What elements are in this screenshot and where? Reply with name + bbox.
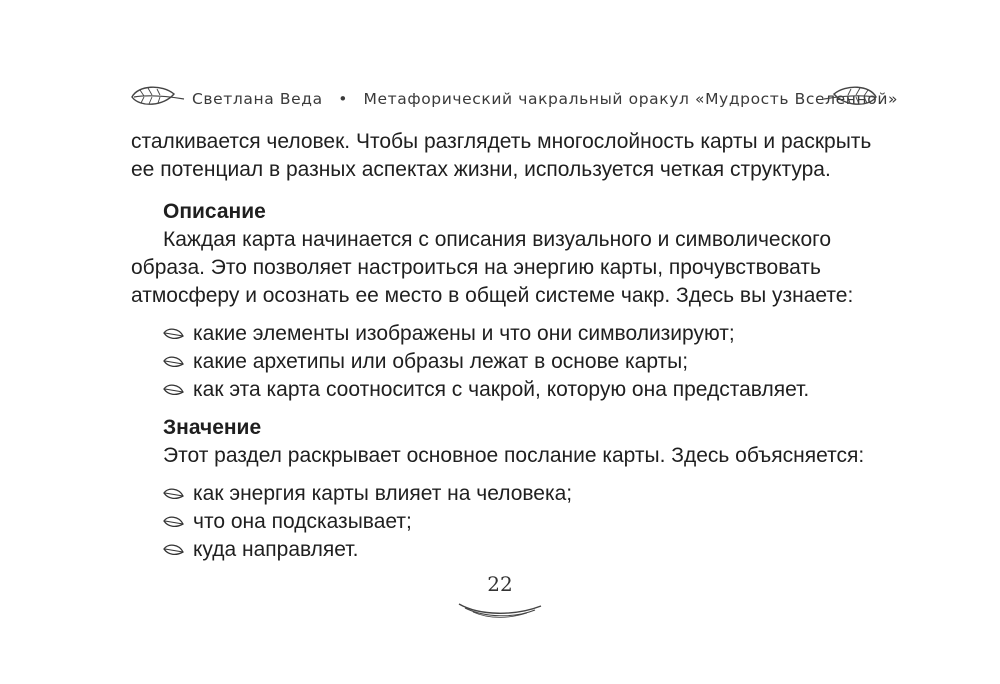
- list-item: как энергия карты влияет на человека;: [163, 480, 876, 508]
- list-item: какие элементы изображены и что они символизируют;: [163, 320, 876, 348]
- intro-paragraph: сталкивается человек. Чтобы разглядеть многослойность карты и раскрыть ее потенциал в разных аспектах жизни, используется четкая структура.: [131, 130, 872, 181]
- leaf-bullet-icon: [163, 487, 185, 501]
- swoosh-ornament-icon: [455, 598, 545, 620]
- running-header: [128, 76, 899, 122]
- leaf-bullet-icon: [163, 383, 185, 397]
- leaf-bullet-icon: [163, 543, 185, 557]
- description-paragraph: Каждая карта начинается с описания визуального и символического образа. Это позволяет настроиться на энергию карты, прочувствовать атмосферу и осознать ее место в общей системе чакр. Здесь вы узнаете:: [131, 228, 854, 307]
- page-content: [131, 128, 876, 574]
- section-heading-meaning: Значение: [163, 416, 262, 439]
- section-heading-description: Описание: [163, 200, 266, 223]
- page-number: 22: [487, 572, 513, 596]
- header-text: [192, 90, 899, 108]
- header-separator: •: [338, 90, 348, 108]
- list-item: куда направляет.: [163, 536, 876, 564]
- leaf-bullet-icon: [163, 355, 185, 369]
- header-author: Светлана Веда: [192, 90, 323, 108]
- leaf-bullet-icon: [163, 327, 185, 341]
- page-footer: [445, 572, 555, 620]
- leaf-bullet-icon: [163, 515, 185, 529]
- description-list: [131, 320, 876, 404]
- meaning-list: [131, 480, 876, 564]
- list-item: что она подсказывает;: [163, 508, 876, 536]
- header-book-title: Метафорический чакральный оракул «Мудрость Вселенной»: [363, 90, 899, 108]
- meaning-paragraph: Этот раздел раскрывает основное послание карты. Здесь объясняется:: [163, 444, 865, 467]
- list-item: как эта карта соотносится с чакрой, которую она представляет.: [163, 376, 876, 404]
- leaf-ornament-right-icon: [820, 82, 880, 112]
- list-item: какие архетипы или образы лежат в основе карты;: [163, 348, 876, 376]
- leaf-ornament-left-icon: [128, 82, 188, 112]
